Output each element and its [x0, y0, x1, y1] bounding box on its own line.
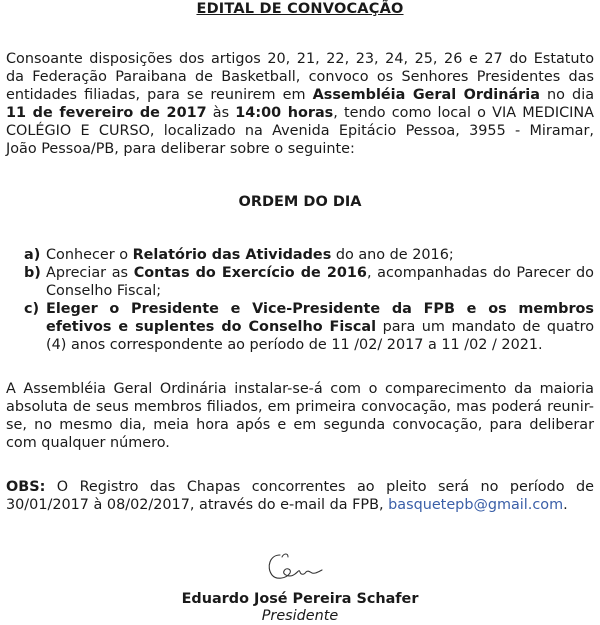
signatory-role: Presidente: [261, 608, 339, 624]
meeting-date: 11 de fevereiro de 2017: [6, 105, 207, 121]
agenda-title: ORDEM DO DIA: [238, 194, 362, 210]
agenda-highlight: Eleger o Presidente e Vice-Presidente da FPB e os membros efetivos e suplentes do Conselho Fiscal: [46, 301, 594, 335]
assembly-name: Assembléia Geral Ordinária: [312, 87, 540, 103]
agenda-text-part: para um mandato de quatro (4) anos correspondente ao período de 11 /02/ 2017 a 11 /02 / 2021.: [46, 319, 594, 353]
agenda-marker: b): [24, 265, 41, 281]
agenda-text: [46, 264, 594, 300]
agenda-list: [24, 246, 594, 354]
agenda-text-part: Conhecer o: [46, 247, 133, 263]
obs-label: OBS:: [6, 479, 46, 495]
agenda-item: [24, 300, 594, 354]
obs-text: O Registro das Chapas concorrentes ao pleito será no período de 30/01/2017 à 08/02/2017, através do e-mail da FPB,: [6, 479, 594, 513]
agenda-marker: c): [24, 301, 40, 317]
agenda-text-part: Apreciar as: [46, 265, 134, 281]
intro-line: Consoante disposições dos artigos 20, 21, 22, 23, 24, 25, 26 e 27 do Estatuto: [6, 51, 594, 67]
intro-line: [6, 104, 594, 122]
agenda-text-part: , acompanhadas do Parecer do Conselho Fiscal;: [46, 265, 594, 299]
intro-text: , tendo como local o VIA MEDICINA: [333, 105, 594, 121]
intro-text: no dia: [539, 87, 595, 103]
obs-end: .: [563, 497, 568, 513]
agenda-marker: a): [24, 247, 41, 263]
signatory-name: Eduardo José Pereira Schafer: [181, 591, 419, 607]
intro-paragraph: [6, 50, 594, 158]
obs-paragraph: [6, 478, 594, 514]
intro-text: entidades filiadas, para se reunirem em: [6, 87, 313, 103]
meeting-time: 14:00 horas: [235, 105, 334, 121]
intro-line: João Pessoa/PB, para deliberar sobre o seguinte:: [6, 141, 355, 157]
agenda-highlight: Contas do Exercício de 2016: [133, 265, 367, 281]
intro-line: da Federação Paraibana de Basketball, convoco os Senhores Presidentes das: [6, 69, 594, 85]
quorum-paragraph: A Assembléia Geral Ordinária instalar-se-á com o comparecimento da maioria absoluta de seus membros filiados, em primeira convocação, mas poderá reunir-se, no mesmo dia, meia hora após e em segunda convocação, para deliberar com qualquer número.: [6, 381, 594, 451]
agenda-highlight: Relatório das Atividades: [132, 247, 332, 263]
intro-line: [6, 86, 594, 104]
agenda-text: [46, 300, 594, 354]
email-link[interactable]: basquetepb@gmail.com: [388, 497, 564, 513]
intro-line: COLÉGIO E CURSO, localizado na Avenida Epitácio Pessoa, 3955 - Miramar,: [6, 123, 594, 139]
agenda-item: [24, 246, 594, 264]
intro-text: às: [206, 105, 236, 121]
agenda-text: [46, 246, 594, 264]
agenda-item: [24, 264, 594, 300]
agenda-text-part: do ano de 2016;: [331, 247, 454, 263]
document-title: EDITAL DE CONVOCAÇÃO: [196, 1, 404, 17]
handwritten-signature: [262, 545, 324, 585]
